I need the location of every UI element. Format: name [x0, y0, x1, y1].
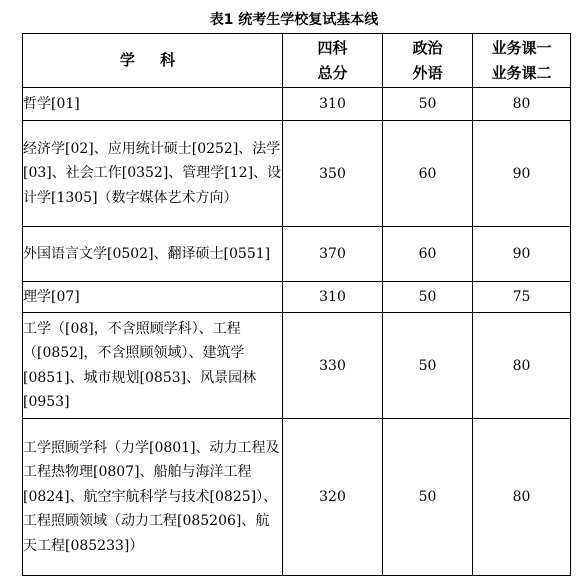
header-politics-line2: 外语: [412, 63, 443, 82]
total-cell: 370: [283, 227, 383, 282]
header-subject: [23, 34, 283, 88]
business-cell: 90: [473, 227, 571, 282]
subject-cell: 哲学[01]: [23, 88, 283, 121]
header-politics: [383, 34, 473, 88]
header-business: [473, 34, 571, 88]
header-business-line1: 业务课一: [491, 38, 552, 57]
subject-cell: 工学（[08]，不含照顾学科）、工程（[0852]，不含照顾领域）、建筑学[0851]、城市规划[0853]、风景园林[0953]: [23, 313, 283, 419]
subject-cell: 理学[07]: [23, 282, 283, 313]
table-caption: 表1 统考生学校复试基本线: [209, 12, 379, 28]
subject-cell: 工学照顾学科（力学[0801]、动力工程及工程热物理[0807]、船舶与海洋工程[0824]、航空宇航科学与技术[0825]）、工程照顾领域（动力工程[085206]、航天工程[085233]）: [23, 419, 283, 576]
business-cell: 75: [473, 282, 571, 313]
politics-foreign-cell: 50: [383, 88, 473, 121]
table-row: [23, 313, 571, 419]
business-cell: 80: [473, 419, 571, 576]
header-total-line2: 总分: [317, 63, 348, 82]
header-business-line2: 业务课二: [491, 63, 552, 82]
header-politics-line1: 政治: [412, 38, 443, 57]
total-cell: 330: [283, 313, 383, 419]
business-cell: 80: [473, 88, 571, 121]
total-cell: 310: [283, 88, 383, 121]
header-total: [283, 34, 383, 88]
politics-foreign-cell: 50: [383, 313, 473, 419]
politics-foreign-cell: 50: [383, 282, 473, 313]
subject-cell: 外国语言文学[0502]、翻译硕士[0551]: [23, 227, 283, 282]
table-row: [23, 227, 571, 282]
header-total-line1: 四科: [317, 38, 348, 57]
total-cell: 320: [283, 419, 383, 576]
table-row: [23, 88, 571, 121]
header-subject-label: 学 科: [119, 51, 186, 69]
header-row: [23, 34, 571, 88]
table-row: [23, 121, 571, 227]
total-cell: 350: [283, 121, 383, 227]
total-cell: 310: [283, 282, 383, 313]
subject-cell: 经济学[02]、应用统计硕士[0252]、法学[03]、社会工作[0352]、管理学[12]、设计学[1305]（数字媒体艺术方向）: [23, 121, 283, 227]
politics-foreign-cell: 50: [383, 419, 473, 576]
politics-foreign-cell: 60: [383, 227, 473, 282]
politics-foreign-cell: 60: [383, 121, 473, 227]
table-row: [23, 419, 571, 576]
business-cell: 80: [473, 313, 571, 419]
table-row: [23, 282, 571, 313]
business-cell: 90: [473, 121, 571, 227]
retest-score-table: [22, 33, 571, 576]
